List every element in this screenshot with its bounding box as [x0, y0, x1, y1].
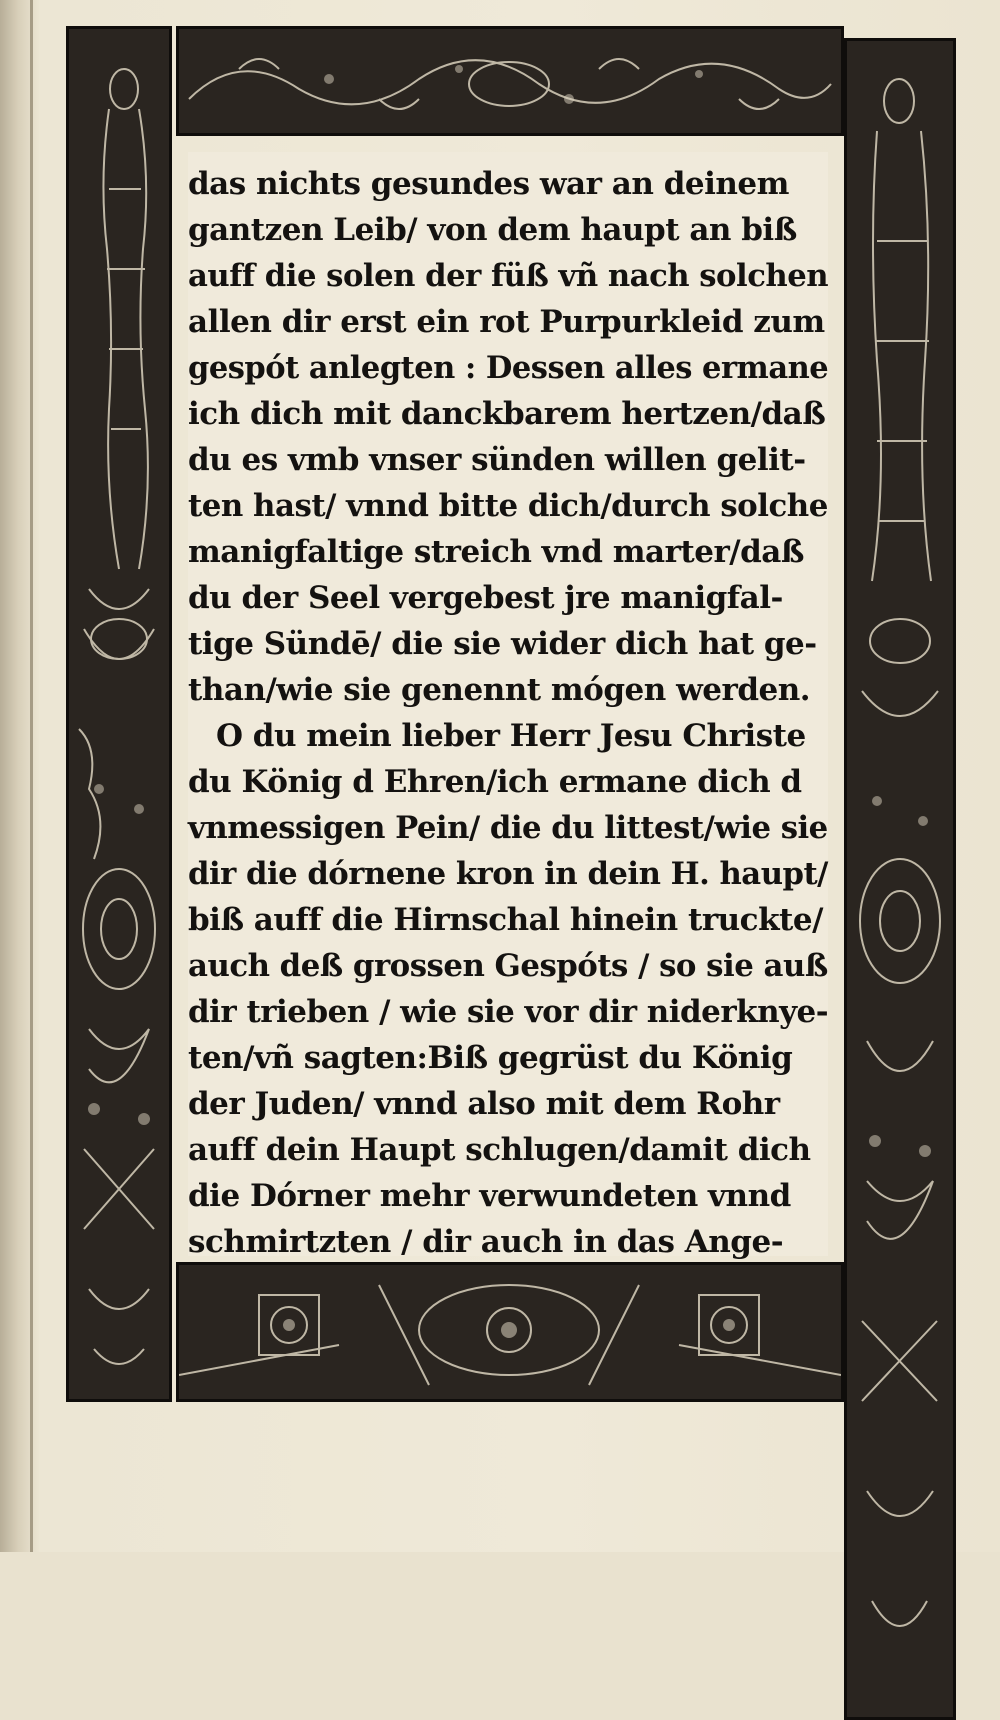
text-column: [188, 152, 829, 1260]
woodcut-figure-right: [847, 41, 953, 1717]
text-line: das nichts gesundes war an deinem: [188, 166, 789, 202]
text-line: gespót anlegten : Dessen alles ermane: [188, 350, 829, 386]
text-line: biß auff die Hirnschal hinein truckte/: [188, 902, 823, 938]
woodcut-rosettes-bottom: [179, 1265, 841, 1399]
woodcut-border-top: [176, 26, 844, 136]
text-line: du es vmb vnser sünden willen gelit-: [188, 442, 806, 478]
text-line: allen dir erst ein rot Purpurkleid zum: [188, 304, 825, 340]
text-line: dir trieben / wie sie vor dir niderknye-: [188, 994, 829, 1030]
text-line: auff dein Haupt schlugen/damit dich: [188, 1132, 811, 1168]
text-line: ten/vñ sagten:Biß gegrüst du König: [188, 1040, 793, 1076]
text-line: O du mein lieber Herr Jesu Christe: [216, 718, 806, 754]
text-line: ten hast/ vnnd bitte dich/durch solche: [188, 488, 828, 524]
text-line: gantzen Leib/ von dem haupt an biß: [188, 212, 797, 248]
text-line: auch deß grossen Gespóts / so sie auß: [188, 948, 828, 984]
text-line: der Juden/ vnnd also mit dem Rohr: [188, 1086, 780, 1122]
text-line: die Dórner mehr verwundeten vnnd: [188, 1178, 791, 1214]
woodcut-border-left: [66, 26, 172, 1402]
text-line: du König d Ehren/ich ermane dich d: [188, 764, 802, 800]
woodcut-border-bottom: [176, 1262, 844, 1402]
text-line: du der Seel vergebest jre manigfal-: [188, 580, 783, 616]
woodcut-foliage-top: [179, 29, 841, 133]
text-line: ich dich mit danckbarem hertzen/daß: [188, 396, 826, 432]
text-line: dir die dórnene kron in dein H. haupt/: [188, 856, 828, 892]
text-line: manigfaltige streich vnd marter/daß: [188, 534, 804, 570]
text-line: schmirtzten / dir auch in das Ange-: [188, 1224, 784, 1260]
woodcut-figure-left: [69, 29, 169, 1399]
text-line: than/wie sie genennt mógen werden.: [188, 672, 811, 708]
text-line: vnmessigen Pein/ die du littest/wie sie: [188, 810, 828, 846]
book-gutter: [30, 0, 33, 1552]
text-line: auff die solen der füß vñ nach solchen: [188, 258, 829, 294]
woodcut-border-right: [844, 38, 956, 1720]
text-line: tige Sündē/ die sie wider dich hat ge-: [188, 626, 817, 662]
